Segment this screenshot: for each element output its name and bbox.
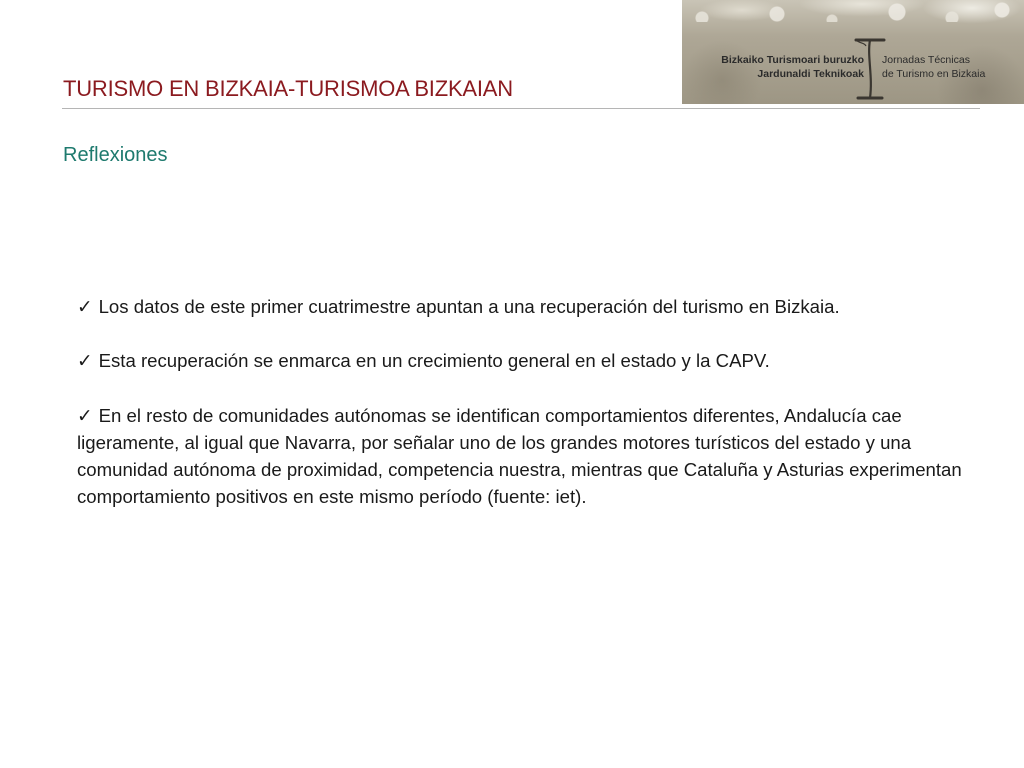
- slide-title: TURISMO EN BIZKAIA-TURISMOA BIZKAIAN: [63, 76, 513, 101]
- bullet-paragraph: [77, 402, 967, 511]
- banner-spanish-text: [882, 53, 1022, 81]
- banner-spanish-line1: Jornadas Técnicas: [882, 54, 970, 66]
- event-banner: [682, 0, 1024, 104]
- checkmark-icon: ✓: [77, 350, 93, 372]
- banner-basque-line1: Bizkaiko Turismoari buruzko: [721, 54, 864, 66]
- bullet-paragraph: [77, 347, 967, 374]
- section-subtitle: Reflexiones: [63, 144, 168, 166]
- wave-foam-decoration: [682, 0, 1024, 22]
- bullet-text: Los datos de este primer cuatrimestre apuntan a una recuperación del turismo en Bizkaia.: [98, 296, 840, 317]
- bullet-text: Esta recuperación se enmarca en un crecimiento general en el estado y la CAPV.: [98, 350, 770, 372]
- banner-spanish-line2: de Turismo en Bizkaia: [882, 68, 986, 80]
- bullet-text: En el resto de comunidades autónomas se identifican comportamientos diferentes, Andalucía cae ligeramente, al igual que Navarra, por señalar uno de los grandes motores turísticos del estado y una comunidad autónoma de proximidad, competencia nuestra, mientras que Cataluña y Asturias experimentan comportamiento positivos en este mismo período (fuente: iet).: [77, 404, 962, 508]
- bullet-paragraph: [77, 293, 967, 320]
- checkmark-icon: ✓: [77, 404, 93, 426]
- reflections-body: [77, 293, 967, 538]
- banner-basque-text: [690, 53, 864, 81]
- banner-basque-line2: Jardunaldi Teknikoak: [757, 68, 864, 80]
- checkmark-icon: ✓: [77, 296, 93, 317]
- header-divider: [62, 108, 980, 109]
